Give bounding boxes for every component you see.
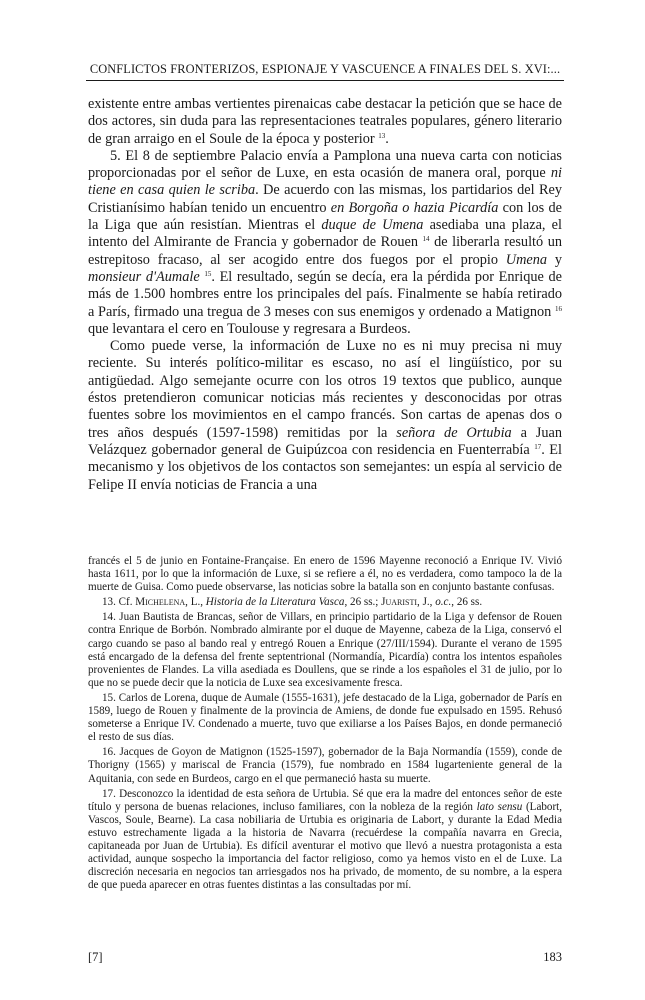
footnotes — [88, 555, 562, 894]
section-marker: [7] — [88, 950, 103, 964]
main-text — [88, 96, 562, 494]
note-ref-14: 14 — [422, 235, 430, 244]
note-ref-16: 16 — [555, 304, 562, 313]
header-rule — [86, 80, 564, 81]
footnote-continuation: francés el 5 de junio en Fontaine-Française. En enero de 1596 Mayenne reconoció a Enrique IV. Vivió hasta 1611, por lo que la información de Luxe, si se refiere a él, no es verdadera, como tampoco la de la muerte de Guisa. Como puede observarse, las noticias sobre la batalla son en conjunto bastante confusas. — [88, 555, 562, 594]
footnote-17: 17. Desconozco la identidad de esta señora de Urtubia. Sé que era la madre del entonces señor de este título y persona de buenas relaciones, incluso familiares, con la nobleza de la región lato sensu (Labort, Vascos, Soule, Bearne). La casa nobiliaria de Urtubia es originaria de Labort, y durante la Edad Media estuvo estrechamente ligada a la historia de Navarra (recuérdese la compañía navarra en Grecia, capitaneada por Juan de Urtubia). Es difícil aventurar el motivo que llevó a nuestra protagonista a esta actividad, aunque sospecho la importancia del factor religioso, como ya hemos visto en el de Luxe. La discreción necesaria en negocios tan arriesgados nos ha privado, de momento, de su nombre, a la espera de que pueda aparecer en otras fuentes distintas a las consultadas por mí. — [88, 787, 563, 892]
note-ref-15: 15 — [204, 269, 212, 278]
paragraph-1: existente entre ambas vertientes pirenaicas cabe destacar la petición que se hace de dos actores, sin duda para las representaciones teatrales populares, género literario de gran arraigo en el Soule de la época y posterior $^{13}$. — [88, 96, 562, 147]
note-ref-13: 13 — [378, 131, 386, 140]
footnote-15: 15. Carlos de Lorena, duque de Aumale (1555-1631), jefe destacado de la Liga, gobernador de París en 1589, luego de Rouen y finalmente de la provincia de Amiens, de donde fue expulsado en 1595. Rehusó someterse a Enrique IV. Condenado a muerte, tuvo que exiliarse a los Países Bajos, en donde permaneció el resto de sus días. — [88, 691, 562, 744]
page-number: 183 — [543, 950, 562, 964]
footnote-13: 13. Cf. Michelena, L., Historia de la Literatura Vasca, 26 ss.; Juaristi, J., o.c., 26 ss. — [102, 596, 483, 609]
footnote-16: 16. Jacques de Goyon de Matignon (1525-1597), gobernador de la Baja Normandía (1559), conde de Thorigny (1565) y mariscal de Francia (1579), fue nombrado en 1584 lugarteniente general de la Aquitania, con sede en Burdeos, cargo en el que permaneció hasta su muerte. — [88, 746, 562, 785]
running-header: CONFLICTOS FRONTERIZOS, ESPIONAJE Y VASCUENCE A FINALES DEL S. XVI:... — [89, 62, 561, 76]
paragraph-3: Como puede verse, la información de Luxe no es ni muy precisa ni muy reciente. Su interés político-militar es escaso, no así el lingüístico, por su antigüedad. Algo semejante ocurre con los otros 19 textos que publico, aunque éstos pretendieron comunicar noticias más recientes y desconocidas por otras fuentes sobre los movimientos en el campo francés. Son cartas de apenas dos o tres años después (1597-1598) remitidas por la señora de Ortubia a Juan Velázquez gobernador general de Guipúzcoa con residencia en Fuenterrabía $^{17}$. El mecanismo y los objetivos de los contactos son semejantes: un espía al servicio de Felipe II envía noticias de Francia a una — [88, 338, 563, 493]
footnote-14: 14. Juan Bautista de Brancas, señor de Villars, en principio partidario de la Liga y defensor de Rouen contra Enrique de Borbón. Nombrado almirante por el duque de Mayenne, cabeza de la Liga, conservó el cargo cuando se paso al bando real y entregó Rouen a Enrique (27/III/1594). Durante el verano de 1595 está encargado de la defensa del frente septentrional (Normandía, Picardía) contra los intentos españoles provenientes de Flandes. La villa asediada es Doullens, que se rinde a los españoles el 31 de julio, por lo que no se puede decir que la noticia de Luxe sea excesivamente fresca. — [88, 611, 562, 689]
paragraph-2: 5. El 8 de septiembre Palacio envía a Pamplona una nueva carta con noticias proporcionadas por el señor de Luxe, en esta ocasión de manera oral, porque ni tiene en casa quien le scriba. De acuerdo con las mismas, los partidarios del Rey Cristianísimo habían tenido un encuentro en Borgoña o hazia Picardía con los de la Liga que aún resistían. Mientras el duque de Umena asediaba una plaza, el intento del Almirante de Francia y gobernador de Rouen $^{14}$ de liberarla resultó un estrepitoso fracaso, al ser acogido entre dos fuegos por el propio Umena y monsieur d'Aumale $^{15}$. El resultado, según se decía, era la pérdida por Enrique de más de 1.500 hombres entre los principales del país. Finalmente se había retirado a París, firmado una tregua de 3 meses con sus enemigos y ordenado a Matignon $^{16}$ que levantara el cero en Toulouse y regresara a Burdeos. — [88, 147, 563, 337]
note-ref-17: 17 — [534, 442, 542, 451]
